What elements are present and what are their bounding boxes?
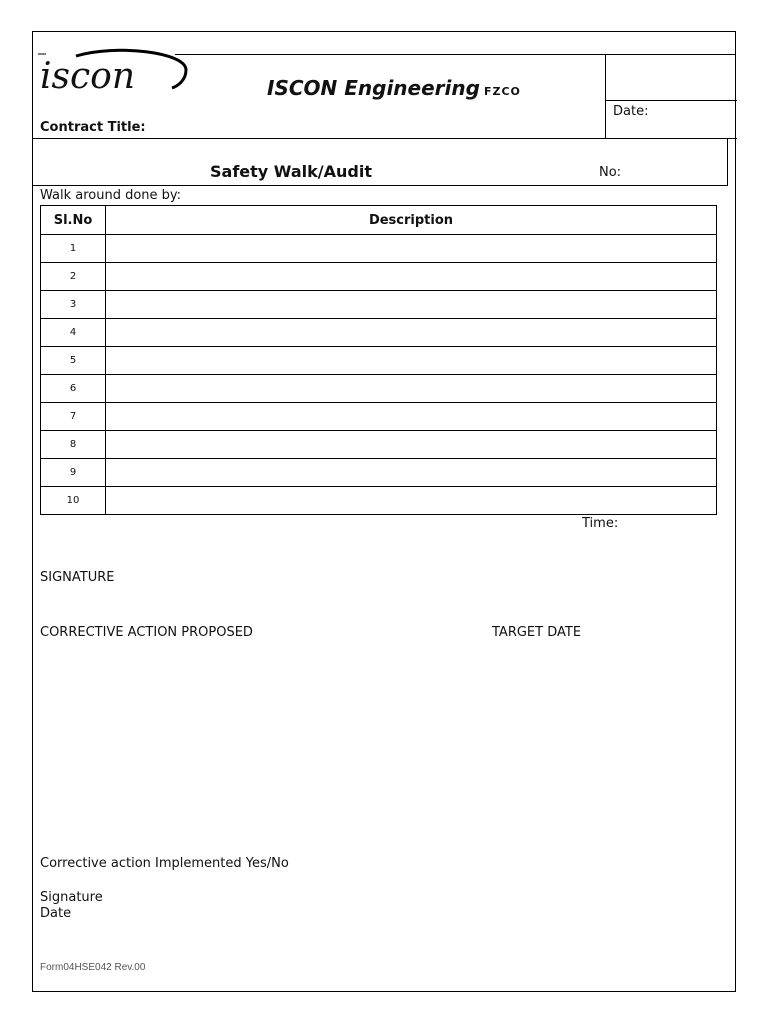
table-row — [41, 235, 717, 263]
company-name: ISCON Engineering FZCO — [267, 76, 521, 100]
row-number: 3 — [41, 291, 106, 319]
table-row — [41, 375, 717, 403]
row-description[interactable] — [106, 235, 717, 263]
row-description[interactable] — [106, 487, 717, 515]
row-number: 4 — [41, 319, 106, 347]
table-row — [41, 319, 717, 347]
corrective-action-label: CORRECTIVE ACTION PROPOSED — [40, 625, 253, 640]
row-description[interactable] — [106, 347, 717, 375]
company-suffix: FZCO — [483, 85, 521, 98]
no-label: No: — [599, 165, 622, 180]
table-row — [41, 347, 717, 375]
audit-table — [40, 205, 717, 515]
date-label: Date: — [613, 104, 649, 119]
table-row — [41, 431, 717, 459]
table-row — [41, 291, 717, 319]
form-title: Safety Walk/Audit — [210, 162, 372, 181]
row-number: 9 — [41, 459, 106, 487]
implemented-label: Corrective action Implemented Yes/No — [40, 856, 289, 871]
walk-around-label: Walk around done by: — [40, 188, 182, 203]
table-row — [41, 403, 717, 431]
row-number: 1 — [41, 235, 106, 263]
target-date-label: TARGET DATE — [492, 625, 582, 640]
iscon-logo — [36, 48, 211, 98]
table-row — [41, 459, 717, 487]
row-number: 8 — [41, 431, 106, 459]
signature-label: SIGNATURE — [40, 570, 115, 585]
table-row — [41, 487, 717, 515]
row-number: 5 — [41, 347, 106, 375]
form-page — [32, 31, 736, 992]
svg-text:iscon: iscon — [40, 56, 136, 97]
row-number: 6 — [41, 375, 106, 403]
row-description[interactable] — [106, 291, 717, 319]
bottom-date-label: Date — [40, 906, 72, 921]
row-number: 2 — [41, 263, 106, 291]
bottom-signature-label: Signature — [40, 890, 103, 905]
row-description[interactable] — [106, 459, 717, 487]
row-description[interactable] — [106, 375, 717, 403]
row-description[interactable] — [106, 263, 717, 291]
row-description[interactable] — [106, 319, 717, 347]
row-number: 10 — [41, 487, 106, 515]
row-description[interactable] — [106, 403, 717, 431]
table-row — [41, 263, 717, 291]
row-number: 7 — [41, 403, 106, 431]
form-code: Form04HSE042 Rev.00 — [40, 962, 146, 973]
col-description: Description — [106, 206, 717, 235]
contract-title-label: Contract Title: — [40, 120, 146, 135]
col-sl-no: Sl.No — [41, 206, 106, 235]
time-label: Time: — [582, 516, 619, 531]
row-description[interactable] — [106, 431, 717, 459]
